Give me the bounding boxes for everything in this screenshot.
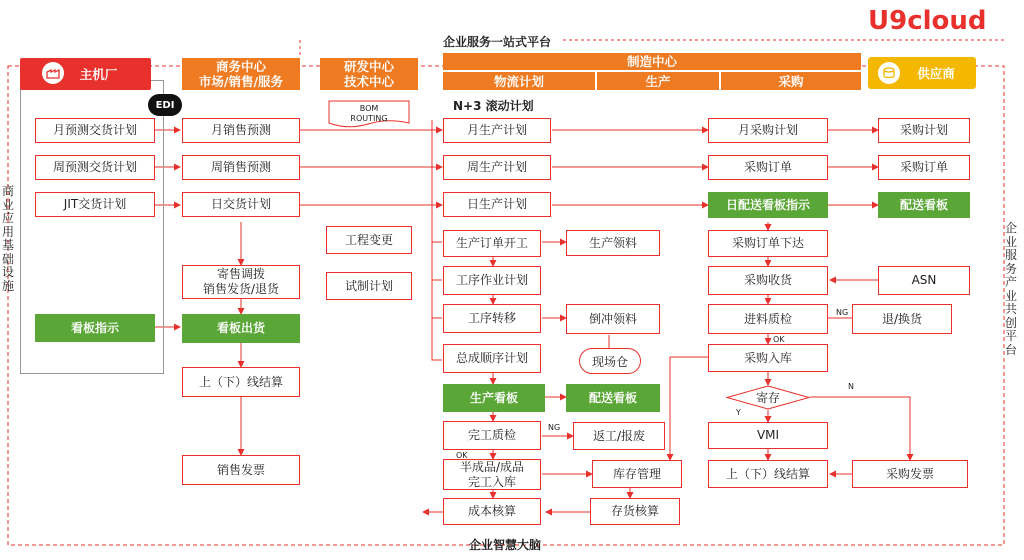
bom-routing-note: BOM ROUTING [328,100,410,128]
header-rd: 研发中心 技术中心 [320,58,418,90]
supplier-item: 配送看板 [878,192,970,218]
rd-item: 试制计划 [326,272,412,300]
purchase-invoice: 采购发票 [852,460,968,488]
sales-item: 寄售调拨 销售发货/退货 [182,265,300,299]
purchase-item: 日配送看板指示 [708,192,828,218]
sales-item: 周销售预测 [182,155,300,180]
ng-label-purchase: NG [836,308,849,317]
header-production: 生产 [597,72,719,90]
rolling-plan-label: N+3 滚动计划 [453,99,534,113]
purchase-item: VMI [708,422,828,449]
ng-label-production: NG [548,423,561,432]
coins-icon [878,62,900,84]
supplier-item: 采购计划 [878,118,970,143]
production-side-item: 返工/报废 [573,422,665,450]
header-host [20,58,151,90]
production-side-item: 生产领料 [566,230,660,256]
sales-item: 看板出货 [182,314,300,343]
y-label: Y [736,408,741,417]
purchase-item: 采购订单下达 [708,230,828,257]
production-side-item: 配送看板 [566,384,660,412]
production-item: 半成品/成品 完工入库 [443,459,541,490]
factory-icon [42,62,64,84]
header-supplier [868,57,976,89]
production-item: 总成顺序计划 [443,344,541,373]
production-item: 日生产计划 [443,192,551,217]
header-purchase: 采购 [721,72,861,90]
platform-left-label: 商业应用基础设施 [1,184,14,293]
production-side-item: 库存管理 [592,460,682,488]
host-item: JIT交货计划 [35,192,155,217]
production-item: 成本核算 [443,498,541,525]
n-label: N [848,382,854,391]
header-supplier-label: 供应商 [917,65,955,81]
sales-item: 月销售预测 [182,118,300,143]
header-business: 商务中心 市场/销售/服务 [182,58,300,90]
supplier-item: 采购订单 [878,155,970,180]
header-host-label: 主机厂 [79,66,118,82]
production-side-item: 存货核算 [590,498,680,525]
brand-logo: U9cloud [868,6,987,36]
purchase-item: 上（下）线结算 [708,460,828,488]
header-logistics: 物流计划 [443,72,595,90]
production-side-item: 现场仓 [579,348,641,374]
purchase-decision: 寄存 [726,385,810,410]
header-mfg: 制造中心 [443,53,861,70]
supplier-item: ASN [878,266,970,295]
purchase-item: 月采购计划 [708,118,828,143]
production-item: 工序作业计划 [443,266,541,295]
purchase-item: 进料质检 [708,304,828,334]
platform-right-label: 企业服务产业共创平台 [1004,221,1017,357]
host-item: 看板指示 [35,314,155,342]
platform-top-label: 企业服务一站式平台 [443,35,552,49]
ok-label-production: OK [456,451,468,460]
ok-label-purchase: OK [773,335,785,344]
purchase-item: 采购收货 [708,266,828,295]
production-item: 工序转移 [443,304,541,333]
purchase-item: 采购入库 [708,344,828,372]
sales-item: 日交货计划 [182,192,300,217]
sales-item: 销售发票 [182,455,300,485]
supplier-item: 退/换货 [852,304,952,334]
purchase-item: 采购订单 [708,155,828,180]
production-item: 生产看板 [443,384,545,412]
edi-badge: EDI [148,94,182,116]
rd-item: 工程变更 [326,226,412,254]
host-item: 月预测交货计划 [35,118,155,143]
production-side-item: 倒冲领料 [566,304,660,334]
production-item: 生产订单开工 [443,230,541,257]
production-item: 完工质检 [443,421,541,450]
production-item: 月生产计划 [443,118,551,143]
sales-item: 上（下）线结算 [182,367,300,397]
production-item: 周生产计划 [443,155,551,180]
platform-bottom-label: 企业智慧大脑 [469,538,542,552]
host-item: 周预测交货计划 [35,155,155,180]
